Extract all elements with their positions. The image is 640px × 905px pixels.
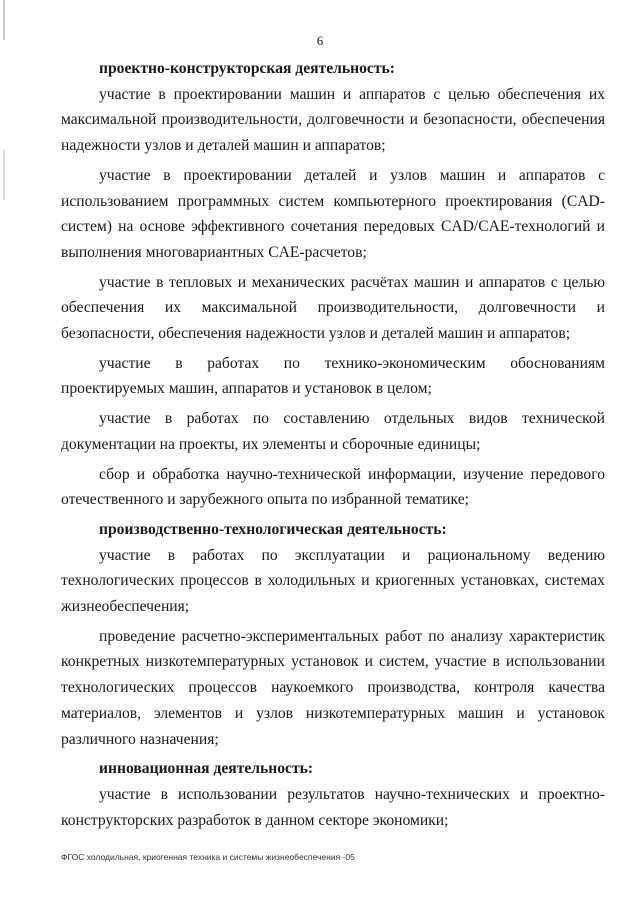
paragraph: проведение расчетно-экспериментальных работ по анализу характеристик конкретных низкотемпературных установок и систем, участие в использовании технологических процессов наукоемкого производства, контроля качества материалов, элементов и узлов низкотемпературных машин и установок различного назначения; [61, 627, 605, 748]
paragraph: участие в тепловых и механических расчётах машин и аппаратов с целью обеспечения их максимальной производительности, долговечности и безопасности, обеспечения надежности узлов и деталей машин и аппаратов; [61, 273, 605, 343]
section-heading-innovation: инновационная деятельность: [99, 760, 314, 778]
page-footer: ФГОС холодильная, криогенная техника и системы жизнеобеспечения -05 [61, 852, 355, 862]
page-number: 6 [316, 33, 324, 48]
paragraph: участие в работах по технико-экономическим обоснованиям проектируемых машин, аппаратов и установок в целом; [61, 354, 605, 398]
paragraph: участие в работах по эксплуатации и рациональному ведению технологических процессов в холодильных и криогенных установках, системах жизнеобеспечения; [61, 546, 605, 616]
paragraph: участие в проектировании машин и аппаратов с целью обеспечения их максимальной производительности, долговечности и безопасности, обеспечения надежности узлов и деталей машин и аппаратов; [61, 85, 605, 155]
paragraph: участие в работах по составлению отдельных видов технической документации на проекты, их элементы и сборочные единицы; [61, 410, 605, 453]
paragraph: участие в проектировании деталей и узлов машин и аппаратов с использованием программных систем компьютерного проектирования (CAD-систем) на основе эффективного сочетания передовых CAD/CAE-технологий и выполнения многовариантных CAE-расчетов; [61, 166, 605, 261]
paragraph: сбор и обработка научно-технической информации, изучение передового отечественного и зарубежного опыта по избранной тематике; [61, 465, 605, 509]
paragraph: участие в использовании результатов научно-технических и проектно-конструкторских разработок в данном секторе экономики; [61, 785, 605, 829]
document-body [61, 56, 605, 833]
section-heading-production: производственно-технологическая деятельность: [99, 520, 447, 538]
scan-edge-mark [3, 0, 5, 905]
section-heading-design: проектно-конструкторская деятельность: [99, 60, 395, 77]
